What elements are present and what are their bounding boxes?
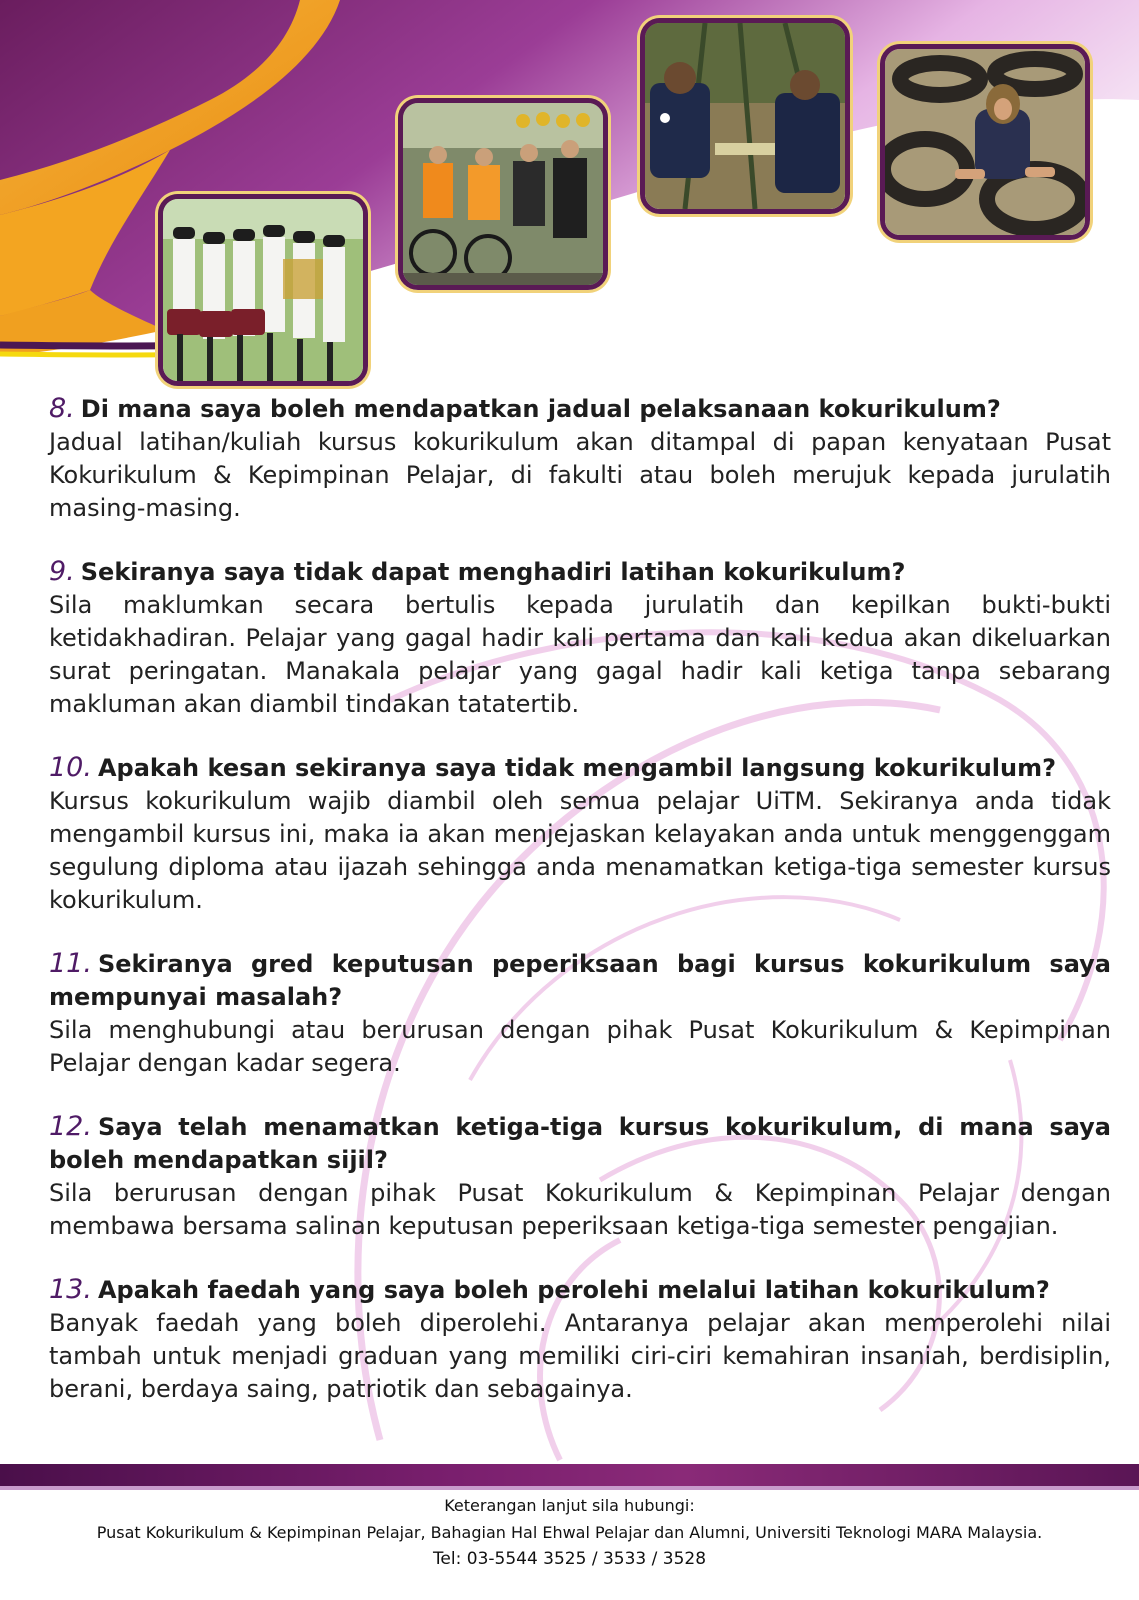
footer-intro: Keterangan lanjut sila hubungi: — [444, 1496, 695, 1515]
faq-item — [49, 1273, 1111, 1406]
faq-question-text: Sekiranya gred keputusan peperiksaan bagi kursus kokurikulum saya mempunyai masalah? — [49, 950, 1111, 1011]
faq-question — [49, 392, 1111, 426]
footer-organization: Pusat Kokurikulum & Kepimpinan Pelajar, Bahagian Hal Ehwal Pelajar dan Alumni, Universiti Teknologi MARA Malaysia. — [96, 1523, 1043, 1542]
faq-question-text: Sekiranya saya tidak dapat menghadiri latihan kokurikulum? — [80, 558, 906, 586]
faq-answer: Kursus kokurikulum wajib diambil oleh semua pelajar UiTM. Sekiranya anda tidak mengambil kursus ini, maka ia akan menjejaskan kelayakan anda untuk menggenggam segulung diploma atau ijazah sehingga anda menamatkan ketiga-tiga semester kursus kokurikulum. — [49, 787, 1111, 914]
faq-answer: Jadual latihan/kuliah kursus kokurikulum akan ditampal di papan kenyataan Pusat Kokurikulum & Kepimpinan Pelajar, di fakulti atau boleh merujuk kepada jurulatih masing-masing. — [49, 428, 1111, 522]
faq-item — [49, 555, 1111, 721]
faq-answer: Sila maklumkan secara bertulis kepada jurulatih dan kepilkan bukti-bukti ketidakhadiran. Pelajar yang gagal hadir kali pertama dan kali kedua akan dikeluarkan surat peringatan. Manakala pelajar yang gagal hadir kali ketiga tanpa sebarang makluman akan diambil tindakan tatatertib. — [49, 591, 1111, 718]
faq-number: 9. — [49, 556, 75, 587]
faq-item — [49, 1110, 1111, 1243]
footer-contact: Tel: 03-5544 3525 / 3533 / 3528 — [432, 1549, 707, 1569]
marching-band-image — [163, 199, 363, 381]
faq-item — [49, 751, 1111, 917]
faq-number: 8. — [49, 393, 75, 424]
faq-question-text: Apakah kesan sekiranya saya tidak mengambil langsung kokurikulum? — [97, 754, 1057, 782]
faq-question — [49, 555, 1111, 589]
header-banner — [0, 0, 1139, 400]
faq-number: 12. — [49, 1111, 92, 1142]
faq-number: 11. — [49, 948, 92, 979]
faq-item — [49, 947, 1111, 1080]
tyre-obstacle-photo — [880, 44, 1090, 240]
faq-answer: Banyak faedah yang boleh diperolehi. Antaranya pelajar akan memperolehi nilai tambah untuk menjadi graduan yang memiliki ciri-ciri kemahiran insaniah, berdisiplin, berani, berdaya saing, patriotik dan sebagainya. — [49, 1309, 1111, 1403]
faq-question — [49, 1110, 1111, 1177]
faq-list — [49, 392, 1111, 1436]
faq-answer: Sila berurusan dengan pihak Pusat Kokurikulum & Kepimpinan Pelajar dengan membawa bersama salinan keputusan peperiksaan ketiga-tiga semester pengajian. — [49, 1179, 1111, 1240]
faq-question — [49, 1273, 1111, 1307]
footer — [0, 1492, 1139, 1573]
faq-item — [49, 392, 1111, 525]
faq-answer: Sila menghubungi atau berurusan dengan pihak Pusat Kokurikulum & Kepimpinan Pelajar dengan kadar segera. — [49, 1016, 1111, 1077]
camp-building-photo — [640, 18, 850, 214]
faq-number: 13. — [49, 1274, 92, 1305]
marching-band-photo — [158, 194, 368, 386]
faq-number: 10. — [49, 752, 92, 783]
faq-question — [49, 751, 1111, 785]
faq-question-text: Saya telah menamatkan ketiga-tiga kursus kokurikulum, di mana saya boleh mendapatkan sijil? — [49, 1113, 1111, 1174]
faq-question — [49, 947, 1111, 1014]
faq-question-text: Apakah faedah yang saya boleh perolehi melalui latihan kokurikulum? — [97, 1276, 1050, 1304]
cyclists-photo — [398, 98, 608, 290]
footer-bar — [0, 1464, 1139, 1486]
cyclists-image — [403, 103, 603, 285]
faq-question-text: Di mana saya boleh mendapatkan jadual pelaksanaan kokurikulum? — [80, 395, 1001, 423]
tyre-obstacle-image — [885, 49, 1085, 235]
camp-building-image — [645, 23, 845, 209]
